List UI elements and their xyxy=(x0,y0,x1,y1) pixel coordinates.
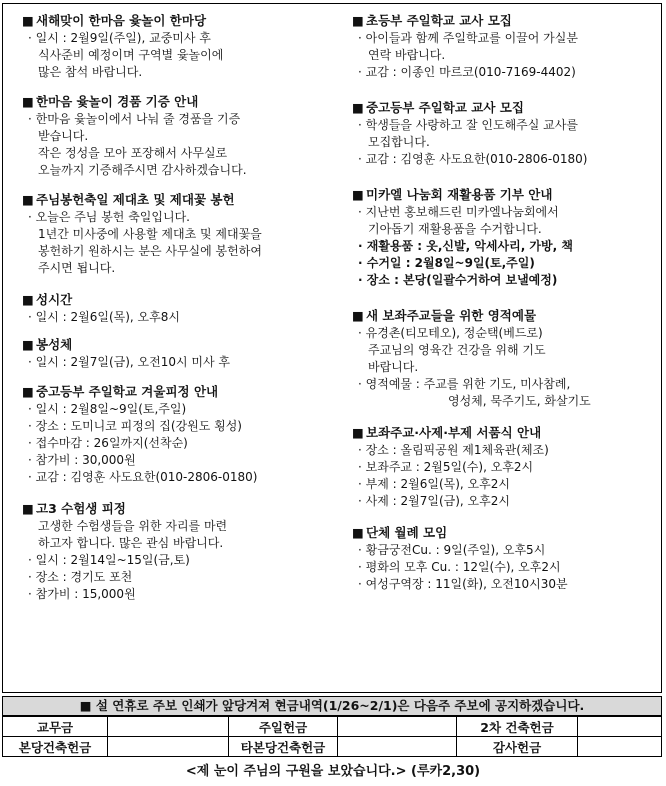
section-right-4 xyxy=(352,424,657,510)
scripture-footer: <제 눈이 주님의 구원을 보았습니다.> (루카2,30) xyxy=(185,764,481,779)
value-parish-building xyxy=(108,737,229,757)
section-line: · 학생들을 사랑하고 잘 인도해주실 교사를 xyxy=(358,118,578,132)
section-line: · 교감 : 김영훈 사도요한(010-2806-0180) xyxy=(358,152,588,166)
section-line: · 사제 : 2월7일(금), 오후2시 xyxy=(358,494,510,508)
section-line: · 일시 : 2월8일~9일(토,주일) xyxy=(28,402,187,416)
section-left-6 xyxy=(22,500,342,603)
section-right-1 xyxy=(352,99,657,168)
section-line: · 장소 : 도미니코 피정의 집(강원도 횡성) xyxy=(28,419,242,433)
value-thanks-offering xyxy=(578,737,662,757)
section-title xyxy=(352,186,657,204)
value-second-building xyxy=(578,717,662,737)
section-line: · 참가비 : 30,000원 xyxy=(28,453,136,467)
square-bullet-icon: ■ xyxy=(22,292,34,307)
section-line: 연락 바랍니다. xyxy=(368,48,446,62)
section-line: 받습니다. xyxy=(38,129,89,143)
section-line: · 아이들과 함께 주일학교를 이끌어 가실분 xyxy=(358,31,578,45)
section-line: · 장소 : 본당(일괄수거하여 보낼예정) xyxy=(358,273,558,287)
section-line: 오늘까지 기증해주시면 감사하겠습니다. xyxy=(38,163,247,177)
section-line: 하고자 합니다. 많은 관심 바랍니다. xyxy=(38,536,224,550)
section-line: · 일시 : 2월6일(목), 오후8시 xyxy=(28,310,180,324)
label-thanks-offering: 감사헌금 xyxy=(457,737,578,757)
square-bullet-icon: ■ xyxy=(22,13,34,28)
section-line: · 접수마감 : 26일까지(선착순) xyxy=(28,436,188,450)
section-line: 주시면 됩니다. xyxy=(38,261,116,275)
section-left-1 xyxy=(22,93,342,179)
section-line: · 보좌주교 : 2월5일(수), 오후2시 xyxy=(358,460,534,474)
section-title-text: 중고등부 주일학교 겨울피정 안내 xyxy=(36,384,219,399)
section-line: · 여성구역장 : 11일(화), 오전10시30분 xyxy=(358,577,568,591)
label-parish-building: 본당건축헌금 xyxy=(3,737,108,757)
section-line: 영성체, 묵주기도, 화살기도 xyxy=(448,394,591,408)
square-bullet-icon: ■ xyxy=(352,100,364,115)
section-line: · 유경촌(티모테오), 정순택(베드로) xyxy=(358,326,543,340)
square-bullet-icon: ■ xyxy=(352,308,364,323)
section-line: 1년간 미사중에 사용할 제대초 및 제대꽃을 xyxy=(38,227,262,241)
section-title-text: 고3 수험생 피정 xyxy=(36,501,126,516)
section-title xyxy=(22,291,342,309)
square-bullet-icon: ■ xyxy=(22,192,34,207)
section-line: · 장소 : 올림픽공원 제1체육관(체조) xyxy=(358,443,549,457)
section-left-0 xyxy=(22,12,342,81)
section-line: · 영적예물 : 주교를 위한 기도, 미사참례, xyxy=(358,377,571,391)
section-left-4 xyxy=(22,336,342,371)
section-title xyxy=(352,99,657,117)
section-title-text: 미카엘 나눔회 재활용품 기부 안내 xyxy=(366,187,553,202)
section-line: 주교님의 영육간 건강을 위해 기도 xyxy=(368,343,546,357)
right-column xyxy=(352,12,657,593)
section-line: · 평화의 모후 Cu. : 12일(수), 오후2시 xyxy=(358,560,561,574)
section-line: · 교감 : 이종인 마르코(010-7169-4402) xyxy=(358,65,576,79)
section-right-2 xyxy=(352,186,657,289)
section-title xyxy=(352,524,657,542)
section-line: 기아돕기 재활용품을 수거합니다. xyxy=(368,222,542,236)
section-left-3 xyxy=(22,291,342,326)
label-gyomugeum: 교무금 xyxy=(3,717,108,737)
section-line: · 재활용품 : 옷,신발, 악세사리, 가방, 책 xyxy=(358,239,573,253)
section-right-5 xyxy=(352,524,657,593)
section-line: · 지난번 홍보해드린 미카엘나눔회에서 xyxy=(358,205,559,219)
square-bullet-icon: ■ xyxy=(22,94,34,109)
notice-bar: ■ 설 연휴로 주보 인쇄가 앞당겨져 현금내역(1/26~2/1)은 다음주 주보에 공지하겠습니다. xyxy=(2,696,662,716)
section-title-text: 단체 월례 모임 xyxy=(366,525,448,540)
finance-row xyxy=(3,717,662,737)
label-other-parish-building: 타본당건축헌금 xyxy=(229,737,338,757)
section-line: 식사준비 예정이며 구역별 윷놀이에 xyxy=(38,48,224,62)
left-column xyxy=(22,12,342,603)
section-title xyxy=(352,424,657,442)
section-title-text: 보좌주교·사제·부제 서품식 안내 xyxy=(366,425,542,440)
section-title xyxy=(22,336,342,354)
section-line: 작은 정성을 모아 포장해서 사무실로 xyxy=(38,146,228,160)
section-title-text: 한마음 윷놀이 경품 기증 안내 xyxy=(36,94,199,109)
value-other-parish-building xyxy=(338,737,457,757)
section-line: · 부제 : 2월6일(목), 오후2시 xyxy=(358,477,510,491)
section-title-text: 중고등부 주일학교 교사 모집 xyxy=(366,100,524,115)
section-line: 봉헌하기 원하시는 분은 사무실에 봉헌하여 xyxy=(38,244,262,258)
section-right-0 xyxy=(352,12,657,81)
label-second-building: 2차 건축헌금 xyxy=(457,717,578,737)
section-line: · 일시 : 2월14일~15일(금,토) xyxy=(28,553,190,567)
section-title-text: 봉성체 xyxy=(36,337,73,352)
section-line: 많은 참석 바랍니다. xyxy=(38,65,143,79)
square-bullet-icon: ■ xyxy=(22,501,34,516)
section-line: · 장소 : 경기도 포천 xyxy=(28,570,133,584)
section-title xyxy=(352,12,657,30)
section-line: · 오늘은 주님 봉헌 축일입니다. xyxy=(28,210,190,224)
section-right-3 xyxy=(352,307,657,410)
section-title-text: 새 보좌주교들을 위한 영적예물 xyxy=(366,308,537,323)
section-title xyxy=(22,12,342,30)
square-bullet-icon: ■ xyxy=(352,525,364,540)
value-sunday-offering xyxy=(338,717,457,737)
section-title-text: 주님봉헌축일 제대초 및 제대꽃 봉헌 xyxy=(36,192,235,207)
section-line: · 한마음 윷놀이에서 나눠 줄 경품을 기증 xyxy=(28,112,241,126)
section-line: · 수거일 : 2월8일~9일(토,주일) xyxy=(358,256,535,270)
section-title-text: 성시간 xyxy=(36,292,73,307)
square-bullet-icon: ■ xyxy=(22,337,34,352)
section-title xyxy=(22,383,342,401)
section-line: · 참가비 : 15,000원 xyxy=(28,587,136,601)
section-title-text: 새해맞이 한마음 윷놀이 한마당 xyxy=(36,13,207,28)
section-title xyxy=(22,500,342,518)
square-bullet-icon: ■ xyxy=(352,187,364,202)
value-gyomugeum xyxy=(108,717,229,737)
section-title xyxy=(22,191,342,209)
finance-table xyxy=(2,716,662,757)
square-bullet-icon: ■ xyxy=(352,425,364,440)
section-line: · 일시 : 2월7일(금), 오전10시 미사 후 xyxy=(28,355,230,369)
section-left-5 xyxy=(22,383,342,486)
section-line: 고생한 수험생들을 위한 자리를 마련 xyxy=(38,519,228,533)
finance-row xyxy=(3,737,662,757)
section-title xyxy=(352,307,657,325)
section-line: 모집합니다. xyxy=(368,135,430,149)
section-title-text: 초등부 주일학교 교사 모집 xyxy=(366,13,512,28)
section-left-2 xyxy=(22,191,342,277)
section-line: · 교감 : 김영훈 사도요한(010-2806-0180) xyxy=(28,470,258,484)
square-bullet-icon: ■ xyxy=(352,13,364,28)
label-sunday-offering: 주일헌금 xyxy=(229,717,338,737)
section-line: 바랍니다. xyxy=(368,360,419,374)
section-line: · 황금궁전Cu. : 9일(주일), 오후5시 xyxy=(358,543,546,557)
square-bullet-icon: ■ xyxy=(22,384,34,399)
section-title xyxy=(22,93,342,111)
section-line: · 일시 : 2월9일(주일), 교중미사 후 xyxy=(28,31,211,45)
